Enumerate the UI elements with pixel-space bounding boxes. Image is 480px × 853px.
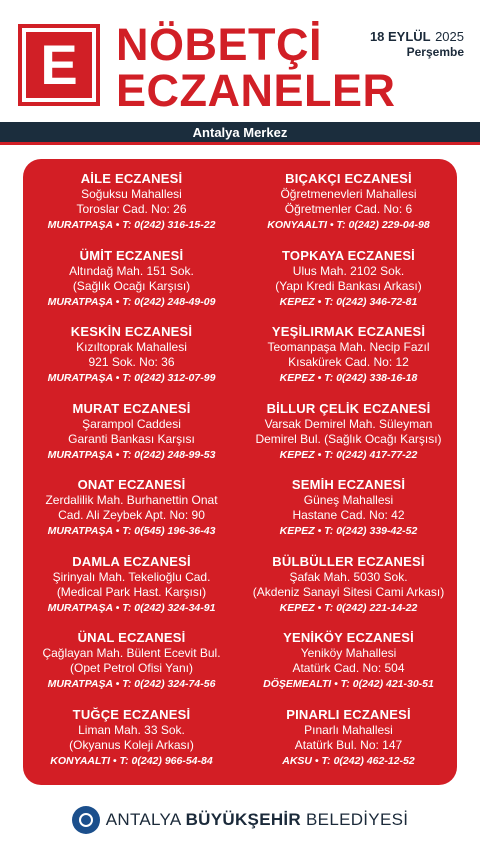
pharmacy-contact: MURATPAŞA • T: 0(242) 312-07-99 [47, 372, 216, 384]
pharmacy-contact: KEPEZ • T: 0(242) 338-16-18 [279, 372, 418, 384]
pharmacy-address-line2: Atatürk Cad. No: 504 [292, 661, 405, 675]
pharmacy-address-line1: Altındağ Mah. 151 Sok. [69, 263, 194, 278]
pharmacy-name: ÜNAL ECZANESİ [77, 630, 186, 645]
date-weekday: Perşembe [406, 44, 464, 59]
pharmacy-name: BIÇAKÇI ECZANESİ [285, 171, 412, 186]
pharmacy-name: YENİKÖY ECZANESİ [283, 630, 414, 645]
pharmacy-contact: KONYAALTI • T: 0(242) 229-04-98 [267, 219, 430, 231]
pharmacy-column-right [246, 171, 451, 783]
region-bar [0, 122, 480, 142]
pharmacy-address-line1: Ulus Mah. 2102 Sok. [292, 263, 405, 278]
pharmacy-address-line2: 921 Sok. No: 36 [88, 355, 175, 369]
pharmacy-address-line1: Kızıltoprak Mahallesi [76, 340, 187, 354]
pharmacy-name: MURAT ECZANESİ [72, 400, 191, 416]
pharmacy-entry [246, 554, 451, 631]
pharmacy-address-line1: Çağlayan Mah. Bülent Ecevit Bul. [42, 646, 221, 660]
pharmacy-contact: MURATPAŞA • T: 0(242) 324-74-56 [47, 678, 216, 690]
pharmacy-panel [23, 159, 457, 785]
pharmacy-address-line2: Kısakürek Cad. No: 12 [288, 355, 409, 369]
pharmacy-address-line1: Güneş Mahallesi [303, 493, 394, 507]
pharmacy-name: BÜLBÜLLER ECZANESİ [272, 553, 425, 569]
pharmacy-address-line2: Öğretmenler Cad. No: 6 [284, 202, 413, 216]
pharmacy-address-line2: Toroslar Cad. No: 26 [76, 202, 187, 216]
page-title-line2: ECZANELER [116, 65, 396, 116]
pharmacy-entry [29, 477, 234, 554]
date-year: 2025 [435, 29, 464, 44]
pharmacy-address-line1: Şarampol Caddesi [82, 416, 181, 431]
pharmacy-address-line2: Hastane Cad. No: 42 [292, 508, 405, 522]
pharmacy-contact: MURATPAŞA • T: 0(545) 196-36-43 [47, 525, 216, 537]
pharmacy-entry [29, 171, 234, 248]
pharmacy-address-line2: Cad. Ali Zeybek Apt. No: 90 [58, 508, 205, 522]
antalya-emblem-icon [72, 806, 100, 834]
page-title-line1: NÖBETÇİ [116, 19, 322, 70]
pharmacy-entry [246, 248, 451, 325]
pharmacy-address-line2: Demirel Bul. (Sağlık Ocağı Karşısı) [255, 431, 442, 446]
pharmacy-name: DAMLA ECZANESİ [72, 553, 191, 569]
pharmacy-entry [246, 477, 451, 554]
pharmacy-contact: KONYAALTI • T: 0(242) 966-54-84 [50, 754, 213, 767]
pharmacy-name: KESKİN ECZANESİ [70, 324, 193, 339]
pharmacy-address-line1: Liman Mah. 33 Sok. [78, 722, 185, 737]
pharmacy-address-line2: (Sağlık Ocağı Karşısı) [72, 278, 191, 293]
pharmacy-name: AİLE ECZANESİ [80, 171, 183, 186]
pharmacy-address-line1: Öğretmenevleri Mahallesi [280, 187, 417, 201]
pharmacy-contact: MURATPAŞA • T: 0(242) 324-34-91 [47, 601, 216, 614]
pharmacy-name: YEŞİLIRMAK ECZANESİ [271, 324, 426, 339]
pharmacy-address-line2: (Medical Park Hast. Karşısı) [56, 584, 207, 599]
pharmacy-name: TOPKAYA ECZANESİ [282, 247, 415, 263]
pharmacy-address-line1: Varsak Demirel Mah. Süleyman [264, 416, 433, 431]
municipality-name-part1: ANTALYA [105, 810, 186, 829]
pharmacy-address-line2: (Okyanus Koleji Arkası) [69, 737, 194, 752]
pharmacy-contact: MURATPAŞA • T: 0(242) 248-99-53 [47, 448, 216, 461]
pharmacy-entry [246, 324, 451, 401]
pharmacy-address-line2: Atatürk Bul. No: 147 [294, 737, 403, 752]
pharmacy-entry [246, 707, 451, 784]
pharmacy-name: ONAT ECZANESİ [77, 477, 186, 492]
eczane-logo-letter: E [26, 32, 92, 98]
pharmacy-name: PINARLI ECZANESİ [286, 706, 411, 722]
pharmacy-contact: KEPEZ • T: 0(242) 221-14-22 [279, 601, 418, 614]
pharmacy-column-left [29, 171, 234, 783]
pharmacy-name: SEMİH ECZANESİ [291, 477, 406, 492]
pharmacy-address-line2: (Opet Petrol Ofisi Yanı) [70, 661, 193, 675]
pharmacy-address-line1: Teomanpaşa Mah. Necip Fazıl [267, 340, 430, 354]
pharmacy-contact: KEPEZ • T: 0(242) 346-72-81 [279, 295, 418, 308]
region-label: Antalya Merkez [192, 124, 288, 140]
date-day: 18 EYLÜL [369, 29, 431, 44]
pharmacy-contact: KEPEZ • T: 0(242) 339-42-52 [279, 525, 418, 537]
pharmacy-address-line1: Soğuksu Mahallesi [81, 187, 182, 201]
pharmacy-address-line2: Garanti Bankası Karşısı [68, 431, 195, 446]
pharmacy-entry [29, 630, 234, 707]
pharmacy-contact: MURATPAŞA • T: 0(242) 316-15-22 [47, 219, 216, 231]
pharmacy-address-line1: Zerdalilik Mah. Burhanettin Onat [45, 493, 218, 507]
pharmacy-entry [29, 324, 234, 401]
pharmacy-entry [29, 248, 234, 325]
pharmacy-entry [29, 401, 234, 478]
eczane-logo [18, 24, 100, 106]
date-block [370, 28, 464, 59]
pharmacy-entry [246, 630, 451, 707]
pharmacy-address-line1: Şafak Mah. 5030 Sok. [289, 569, 408, 584]
footer [0, 800, 480, 840]
pharmacy-contact: MURATPAŞA • T: 0(242) 248-49-09 [47, 295, 216, 308]
municipality-name-part2: BELEDİYESİ [301, 810, 409, 829]
header [0, 0, 480, 122]
municipality-name-bold: BÜYÜKŞEHİR [185, 810, 302, 829]
pharmacy-address-line1: Yeniköy Mahallesi [300, 646, 397, 660]
pharmacy-contact: KEPEZ • T: 0(242) 417-77-22 [279, 448, 418, 461]
pharmacy-name: BİLLUR ÇELİK ECZANESİ [266, 400, 431, 416]
pharmacy-contact: DÖŞEMEALTI • T: 0(242) 421-30-51 [263, 678, 434, 690]
pharmacy-entry [246, 171, 451, 248]
pharmacy-entry [29, 707, 234, 784]
pharmacy-name: TUĞÇE ECZANESİ [72, 706, 191, 722]
municipality-name [106, 810, 409, 830]
pharmacy-entry [29, 554, 234, 631]
pharmacy-address-line1: Şirinyalı Mah. Tekelioğlu Cad. [52, 569, 211, 584]
pharmacy-entry [246, 401, 451, 478]
pharmacy-address-line1: Pınarlı Mahallesi [304, 722, 393, 737]
pharmacy-address-line2: (Akdeniz Sanayi Sitesi Cami Arkası) [252, 584, 445, 599]
pharmacy-name: ÜMİT ECZANESİ [79, 247, 184, 263]
pharmacy-address-line2: (Yapı Kredi Bankası Arkası) [275, 278, 422, 293]
pharmacy-contact: AKSU • T: 0(242) 462-12-52 [282, 754, 415, 767]
